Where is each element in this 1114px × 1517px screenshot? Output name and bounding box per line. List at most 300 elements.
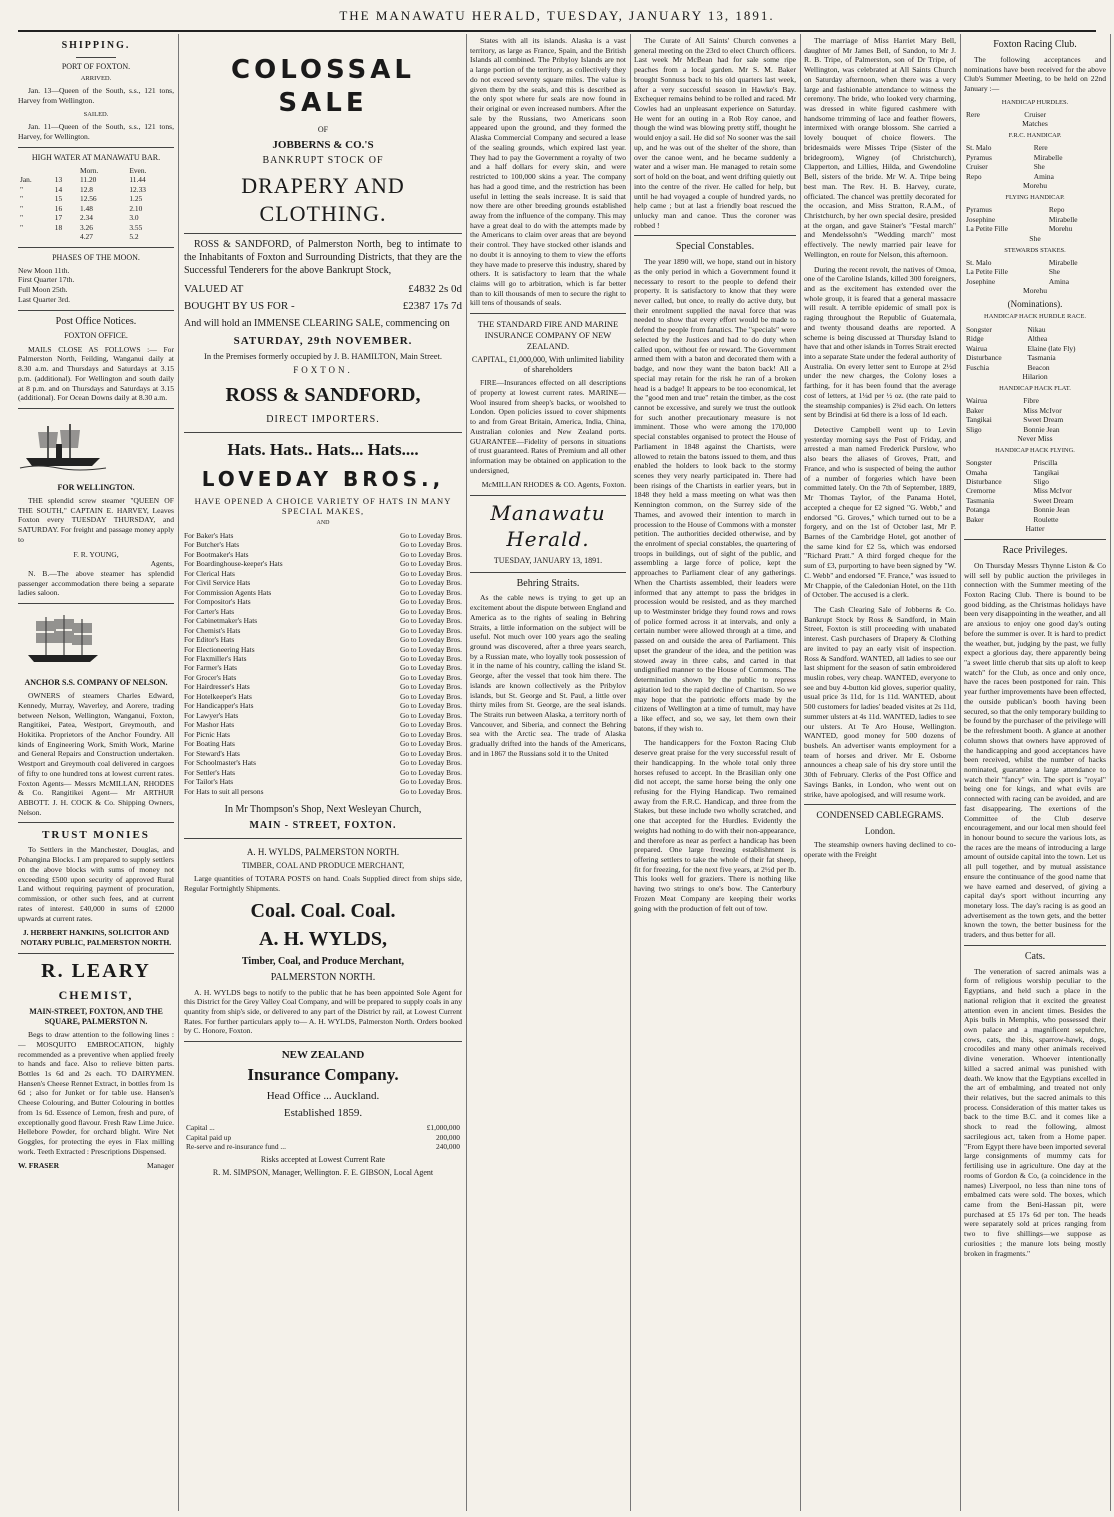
hurdles-table: [964, 110, 1106, 119]
table-cell: Mirabelle: [1048, 214, 1078, 224]
table-cell: Tangikai: [966, 415, 992, 425]
list-item: [184, 559, 462, 568]
leary-sub: CHEMIST,: [58, 988, 134, 1003]
table-row: [18, 175, 174, 184]
table-cell: Althea: [1027, 334, 1048, 344]
table-cell: Tasmania: [1027, 353, 1056, 363]
table-cell: Wairua: [966, 343, 988, 353]
divider: [804, 804, 956, 805]
divider: [18, 310, 174, 311]
local-news-bottom: The handicappers for the Foxton Racing Club deserve great praise for the very successful result of their handicapping. In the whole total only three horses refused to accept. In the Brasilian only one did not accept, the same horse being the only one refusing for the Flying Handicap. Two remained away from the F.R.C. Handicap, and three from the Stakes, but these include two wholly scratched, and one that accepted for the Hurdles. Evidently the weights had nothing to do with their non-appearance, and therefore as near as perfect a handicap has been prepared. One large freezing establishment is offering settlers to take the whole of their fat sheep, fit for freezing, for the next five years, at 2½d per lb. This looks well for graziers. There is nothing like having two strings to one's bow. The Canterbury Frozen Meat Company are keeping their works going with the production of felt out of tow.: [634, 738, 796, 913]
table-cell: 200,000: [435, 1132, 460, 1142]
hat-type: For Commission Agents Hats: [184, 587, 272, 597]
table-cell: 14: [54, 184, 63, 194]
premises-text: In the Premises formerly occupied by J. B. HAMILTON, Main Street.: [204, 351, 442, 362]
table-cell: Morehu: [1048, 224, 1073, 234]
hat-type: For Clerical Hats: [184, 568, 235, 578]
table-cell: Re-serve and re-insurance fund ...: [186, 1142, 286, 1152]
column-behring: [470, 36, 626, 1512]
column-local-news: [634, 36, 796, 1512]
divider: [18, 408, 174, 409]
page-title: THE MANAWATU HERALD, TUESDAY, JANUARY 13, 1891.: [339, 8, 775, 23]
wellington-agent: F. R. YOUNG,: [73, 549, 119, 559]
flying-heading: FLYING HANDICAP.: [1005, 194, 1065, 202]
hat-action: Go to Loveday Bros.: [400, 654, 462, 664]
table-cell: Mirabelle: [1033, 152, 1063, 162]
hat-type: For Hats to suit all persons: [184, 786, 264, 796]
table-cell: Tasmania: [966, 495, 995, 505]
table-cell: Omaha: [966, 467, 988, 477]
sale-date: SATURDAY, 29th NOVEMBER.: [233, 335, 413, 348]
hat-type: For Bootmaker's Hats: [184, 549, 249, 559]
table-cell: Fibre: [1023, 396, 1039, 406]
column-shipping: [18, 36, 174, 1512]
hat-type: For Chemist's Hats: [184, 625, 241, 635]
table-cell: 11.20: [80, 175, 97, 185]
hat-action: Go to Loveday Bros.: [400, 748, 462, 758]
hat-action: Go to Loveday Bros.: [400, 587, 462, 597]
clearing-text: And will hold an IMMENSE CLEARING SALE, commencing on: [184, 317, 450, 329]
table-row: [964, 334, 1106, 343]
table-row: [964, 215, 1106, 224]
wylds-text: Large quantities of TOTARA POSTS on hand. Coals Supplied direct from ships side, Regular Fortnightly Shipments.: [184, 874, 462, 894]
london-heading: London.: [864, 825, 896, 836]
table-cell: Tangikai: [1033, 467, 1060, 477]
table-cell: Rere: [966, 109, 980, 119]
table-cell: Potanga: [966, 505, 990, 515]
bought-amount: £2387 17s 7d: [402, 300, 462, 313]
hat-type: For Butcher's Hats: [184, 540, 240, 550]
table-row: [184, 1133, 462, 1142]
hat-type: For Baker's Hats: [184, 530, 234, 540]
hurdle-race-table: [964, 325, 1106, 372]
table-cell: Sweet Dream: [1033, 495, 1074, 505]
table-cell: Amina: [1033, 171, 1054, 181]
table-cell: 1.25: [129, 194, 143, 204]
list-item: [184, 550, 462, 559]
table-cell: Rere: [1033, 143, 1048, 153]
hat-type: For Cabinetmaker's Hats: [184, 616, 258, 626]
table-cell: 12.8: [80, 184, 93, 194]
list-item: [184, 720, 462, 729]
table-row: [964, 153, 1106, 162]
table-cell: Cruiser: [966, 162, 988, 172]
frc-last: Morehu: [1022, 181, 1048, 191]
hat-action: Go to Loveday Bros.: [400, 597, 462, 607]
moon-line: Full Moon 25th.: [18, 285, 68, 295]
list-item: [184, 711, 462, 720]
hat-type: For Lawyer's Hats: [184, 710, 239, 720]
hat-action: Go to Loveday Bros.: [400, 701, 462, 711]
news-text-4: The Cash Clearing Sale of Jobberns & Co. Bankrupt Stock by Ross & Sandford, in Main Street, Foxton is still proceeding with unabated interest. Cash purchasers of Drapery & Clothing are invited to pay an early visit of inspection. Ross & Sandford. WANTED, all ladies to see our last shipment for the season of satin embroidered muslin robes, very cheap. WANTED, everyone to see and buy 4-button kid gloves, superior quality, usual price 3s 11d, for 1s 11d. WANTED, about 500 customers for ladies' beaded visites at 2s 11d, summer ulsters at 4s 11d. WANTED, ladies to see our ulsters. At Te Aro House, Wellington. WANTED, good money for 500 dozens of bushels. An advertiser wants employment for a team of horses and driver. Mr E. Osborne announces a cheap sale of his dry store until the 30th of February. Clerks of the Post Office and Savings Banks, in London, who went out on strike, have apologised, and will resume work.: [804, 604, 956, 799]
loveday-opened: HAVE OPENED A CHOICE VARIETY OF HATS IN MANY SPECIAL MAKES,: [194, 495, 452, 517]
table-cell: Bonnie Jean: [1033, 505, 1070, 515]
table-cell: Jan.: [20, 175, 32, 185]
table-cell: 2.34: [80, 213, 93, 223]
table-row: [18, 185, 174, 194]
table-cell: 3.0: [129, 213, 139, 223]
hat-action: Go to Loveday Bros.: [400, 672, 462, 682]
hat-action: Go to Loveday Bros.: [400, 663, 462, 673]
wellington-agent-label: Agents,: [150, 559, 174, 569]
table-cell: Josephine: [966, 214, 996, 224]
list-item: [184, 749, 462, 758]
capital-table: [184, 1123, 462, 1151]
standard-capital: CAPITAL, £1,000,000, With unlimited liability of shareholders: [471, 354, 625, 374]
nominations-heading: (Nominations).: [1007, 298, 1063, 309]
list-item: [184, 777, 462, 786]
table-cell: Fuschia: [966, 362, 989, 372]
divider: [18, 147, 174, 148]
table-cell: She: [1033, 162, 1045, 172]
moon-line: Last Quarter 3rd.: [18, 294, 71, 304]
colossal-sale-heading: COLOSSAL SALE: [231, 55, 415, 119]
hat-type: For Boardinghouse-keeper's Hats: [184, 559, 283, 569]
hat-type: For Electioneering Hats: [184, 644, 255, 654]
hats-heading: Hats. Hats.. Hats... Hats....: [227, 440, 419, 460]
table-cell: Miss McIvor: [1033, 486, 1072, 496]
wylds-sub: Timber, Coal, and Produce Merchant,: [241, 956, 405, 968]
table-row: [964, 353, 1106, 362]
list-item: [184, 701, 462, 710]
bought-label: BOUGHT BY US FOR -: [184, 300, 295, 313]
table-cell: 1.48: [80, 203, 93, 213]
hat-type: For Grocer's Hats: [184, 672, 237, 682]
cats-heading: Cats.: [1024, 950, 1046, 962]
table-row: [964, 477, 1106, 486]
bought-row: [184, 299, 462, 313]
cats-text: The veneration of sacred animals was a form of religious worship peculiar to the Egyptians, and held such a place in the national religion that it excited the greatest attention even in ancient times. Besides the Apis bulls in Memphis, who possessed their own palace and a magnificent sepulchre, cows, cats, the ibis, sparrow-hawk, dogs, crocodiles and many other animals received divine veneration. Whoever intentionally killed a sacred animal was punished with death. We know that the Egyptians excelled in the art of embalming, and treated not only their relatives, but the sacred animals to this process. Consideration of this matter takes us back to the time B.C. and it comes like a shock to read the following, almost sacrilegious act, taken from a Home paper. "From Egypt there have been imported several large consignments of mummy cats for fertilising use in agriculture. One day at the rooms of Gordon & Co, (a coincidence in the names) Liverpool, no less than nine tons of embalmed cats were sold. The boxes, which came from the Beni-Hassan pit, were purchased at £5 17s 6d per ton. The heads were separately sold at prices ranging from two to five shillings—we suppose as curiosities ; the manure lots being mostly broken in fragments.": [964, 966, 1106, 1258]
table-cell: 4.27: [80, 232, 93, 242]
hurdles-heading: HANDICAP HURDLES.: [1001, 98, 1069, 106]
list-item: [184, 616, 462, 625]
drapery-heading: DRAPERY AND CLOTHING.: [241, 172, 405, 226]
special-heading: Special Constables.: [675, 241, 755, 253]
list-item: [184, 607, 462, 616]
table-cell: ": [20, 184, 24, 194]
table-cell: Disturbance: [966, 477, 1002, 486]
hat-action: Go to Loveday Bros.: [400, 549, 462, 559]
ross-sandford-heading: ROSS & SANDFORD,: [225, 383, 421, 406]
hack-flat-heading: HANDICAP HACK FLAT.: [999, 384, 1071, 392]
established: Established 1859.: [283, 1107, 363, 1120]
london-text: The steamship owners having declined to co-operate with the Freight: [804, 840, 956, 859]
table-cell: Josephine: [966, 276, 996, 286]
wylds-body: A. H. WYLDS begs to notify to the public that he has been appointed Sole Agent for this District for the Grey Valley Coal Company, and will be prepared to supply coals in any quantity from ship's side, or delivered to any part of the District by rail, at Lowest Current Rates. For further particulars apply to— A. H. WYLDS, Palmerston North. Orders booked by C. Honore, Foxton.: [184, 987, 462, 1036]
table-cell: Nikau: [1027, 324, 1046, 334]
arrived-label: ARRIVED.: [80, 75, 112, 83]
table-cell: 5.2: [129, 232, 139, 242]
table-cell: Roulette: [1033, 514, 1059, 524]
column-divider: [630, 34, 631, 1511]
table-row: [18, 194, 174, 203]
table-row: [964, 325, 1106, 334]
hat-type: For Mashor Hats: [184, 720, 235, 730]
hat-action: Go to Loveday Bros.: [400, 739, 462, 749]
table-cell: ": [20, 222, 24, 232]
hat-type: For Boating Hats: [184, 739, 235, 749]
hat-type: For Tailor's Hats: [184, 777, 234, 787]
hat-action: Go to Loveday Bros.: [400, 644, 462, 654]
column-racing: [964, 36, 1106, 1512]
table-cell: Cremorne: [966, 486, 996, 496]
divider: [964, 539, 1106, 540]
wellington-nb: N. B.—The above steamer has splendid passenger accommodation there being a separate ladies saloon.: [18, 568, 174, 598]
loveday-heading: LOVEDAY BROS.,: [201, 466, 445, 491]
hat-action: Go to Loveday Bros.: [400, 616, 462, 626]
wellington-text: THE splendid screw steamer "QUEEN OF THE SOUTH," CAPTAIN E. HARVEY, Leaves Foxton every TUESDAY THURSDAY, and SATURDAY. For freight and passage money apply to: [18, 495, 174, 544]
table-cell: St. Malo: [966, 257, 992, 267]
masthead-date: TUESDAY, JANUARY 13, 1891.: [493, 556, 603, 566]
table-cell: St. Malo: [966, 143, 992, 153]
column-divider: [1110, 34, 1111, 1511]
table-cell: 240,000: [435, 1142, 460, 1152]
shipping-heading: SHIPPING.: [61, 40, 131, 51]
hat-action: Go to Loveday Bros.: [400, 578, 462, 588]
hat-action: Go to Loveday Bros.: [400, 786, 462, 796]
table-row: [964, 258, 1106, 267]
trust-text: To Settlers in the Manchester, Douglas, and Pohangina Blocks. I am prepared to supply settlers on the above blocks with sums of money not exceeding £500 upon security of approved Rural Land without requiring payment of procuration, commission, or other such fees, and at current rates of interest. £40,000 in sums of £2000 upwards at current rates.: [18, 845, 174, 923]
list-item: [184, 578, 462, 587]
table-cell: Cruiser: [1024, 109, 1047, 119]
post-office-text: MAILS CLOSE AS FOLLOWS :— For Palmerston North, Feilding, Wanganui daily at 8.30 a.m. and Thursdays and Saturdays at 3.15 p.m. (additional). For Wellington and south daily at 8 p.m. and on Thursdays and Saturdays at 3.15 (additional). For Ocean Downs daily at 8.30 a.m.: [18, 344, 174, 403]
table-row: [964, 496, 1106, 505]
table-cell: 12.33: [129, 184, 146, 194]
table-cell: Amina: [1048, 276, 1069, 286]
port-heading: PORT OF FOXTON.: [61, 61, 131, 71]
hat-type: For Settler's Hats: [184, 767, 236, 777]
table-header-row: [18, 166, 174, 175]
list-item: [184, 635, 462, 644]
hat-action: Go to Loveday Bros.: [400, 691, 462, 701]
sale-intro: ROSS & SANDFORD, of Palmerston North, beg to intimate to the Inhabitants of Foxton and Surrounding Districts, that they are the Successful Tenderers for the above Bankrupt Stock,: [184, 238, 462, 276]
frc-heading: F.R.C. HANDICAP.: [1008, 132, 1062, 140]
post-office-heading: Post Office Notices.: [55, 315, 137, 327]
table-cell: 18: [54, 222, 63, 232]
table-cell: Sligo: [1033, 477, 1049, 486]
hack-flying-table: [964, 458, 1106, 524]
table-cell: Priscilla: [1033, 458, 1058, 468]
divider: [184, 1041, 462, 1042]
hat-type: For Hairdresser's Hats: [184, 682, 250, 692]
table-row: [964, 205, 1106, 214]
table-row: [964, 277, 1106, 286]
table-row: [18, 204, 174, 213]
list-item: [184, 758, 462, 767]
hat-type: For Compositor's Hats: [184, 597, 251, 607]
leary-address: MAIN-STREET, FOXTON, AND THE SQUARE, PALMERSTON N.: [29, 1006, 163, 1026]
table-cell: La Petite Fille: [966, 267, 1008, 277]
anchor-heading: ANCHOR S.S. COMPANY OF NELSON.: [24, 677, 168, 687]
table-cell: Sweet Dream: [1023, 415, 1064, 425]
hat-type: For Civil Service Hats: [184, 578, 251, 588]
jobberns-label: JOBBERNS & CO.'S: [272, 138, 374, 151]
table-row: [964, 172, 1106, 181]
divider: [634, 235, 796, 236]
bankrupt-label: BANKRUPT STOCK OF: [262, 154, 384, 166]
table-cell: She: [1048, 267, 1060, 277]
list-item: [184, 768, 462, 777]
sailed-label: SAILED.: [83, 110, 109, 118]
table-row: [964, 406, 1106, 415]
column-divider: [960, 34, 961, 1511]
list-item: [184, 569, 462, 578]
hat-action: Go to Loveday Bros.: [400, 767, 462, 777]
arrived-text: Jan. 13—Queen of the South, s.s., 121 tons, Harvey from Wellington.: [18, 86, 174, 106]
divider: [18, 953, 174, 954]
coal-heading: Coal. Coal. Coal.: [250, 899, 396, 922]
table-row: [18, 232, 174, 241]
standard-heading: THE STANDARD FIRE AND MARINE INSURANCE COMPANY OF NEW ZEALAND.: [477, 319, 619, 351]
table-row: [964, 458, 1106, 467]
sailing-ship-icon: [18, 613, 108, 668]
hankins-notice: J. HERBERT HANKINS, SOLICITOR AND NOTARY PUBLIC, PALMERSTON NORTH.: [20, 928, 172, 947]
list-item: [184, 663, 462, 672]
hat-type: For Handicapper's Hats: [184, 701, 254, 711]
table-row: [964, 396, 1106, 405]
table-cell: ": [20, 194, 24, 204]
nz-insurance-heading: NEW ZEALAND: [281, 1049, 365, 1062]
table-row: [964, 515, 1106, 524]
divider: [18, 603, 174, 604]
hat-type: For Editor's Hats: [184, 635, 235, 645]
table-cell: Pyramus: [966, 152, 992, 162]
hat-action: Go to Loveday Bros.: [400, 568, 462, 578]
hat-list: [184, 531, 462, 796]
table-cell: £1,000,000: [426, 1123, 460, 1133]
divider: [470, 313, 626, 314]
page-header: [0, 0, 1114, 30]
valued-row: [184, 282, 462, 296]
sailed-text: Jan. 11—Queen of the South, s.s., 121 tons, Harvey, for Wellington.: [18, 122, 174, 141]
table-cell: 2.10: [129, 203, 143, 213]
table-cell: Mirabelle: [1048, 257, 1078, 267]
table-header-cell: [53, 166, 78, 175]
local-news-top: The Curate of All Saints' Church convenes a general meeting on the 23rd to elect Church officers. Last week Mr McBean had for sale some ripe peaches from a local garden. Mr S. M. Baker brought Sonnuss back to his old quarters last week, after a very successful season in Hawke's Bay. Exchequer remains behind to be rolled and raced. Mr Cowles had an unpleasant experience on Saturday. He went for an outing in a Rob Roy canoe, and though the wind was blowing pretty stiff, thought he would enjoy a sail. He did so! No sooner was the sail up, and he was out of the shelter of the shore, than over the canoe went, and he became suddenly a water and a wiser man. He managed to retain some sort of hold on the boat, and went drifting quietly out into the centre of the river. He called for help, but until he had voyaged a couple of hundred yards, no help came ; but at last a friendly boat rescued the unlucky man and canoe. Thus the coroner was robbed !: [634, 36, 796, 230]
table-cell: ": [20, 213, 24, 223]
hat-type: For Flaxmiller's Hats: [184, 654, 247, 664]
table-row: [964, 425, 1106, 434]
table-cell: 17: [54, 213, 63, 223]
table-cell: Beacon: [1027, 362, 1050, 372]
racing-heading: Foxton Racing Club.: [993, 39, 1077, 50]
masthead: Manawatu Herald.: [490, 501, 606, 551]
matches-label: Matches: [1022, 119, 1048, 129]
table-cell: 13: [54, 175, 63, 185]
hack-flying-heading: HANDICAP HACK FLYING.: [995, 446, 1075, 454]
table-row: [964, 344, 1106, 353]
behring-text: As the cable news is trying to get up an excitement about the dispute between England and America as to the rights of sealing in Behring Straits, a little information on the subject will be useful. Not much over 100 years ago the sealing ground was discovered, after a three years search, by a Russian mate, who loyally took possession of it in the name of his country, calling the island St. George, after the vessel that took him there. The islands are known collectively as the Pribylov islands, but St. George and St. Paul, a little over thirty miles from St. George, are the seal islands. The Straits run between Alaska, a territory north of Vancouver, and Siberia, and connect the Behring sea with the Arctic sea. The trade of Alaska gradually drifted into the hands of the Americans, and in 1867 the Russians sold it to the United: [470, 593, 626, 758]
table-cell: La Petite Fille: [966, 224, 1008, 234]
hat-type: For Schoolmaster's Hats: [184, 758, 256, 768]
table-cell: ": [20, 203, 24, 213]
table-cell: Capital paid up: [186, 1132, 232, 1142]
stewards-last: Morehu: [1022, 286, 1048, 296]
header-rule: [18, 30, 1096, 32]
hat-action: Go to Loveday Bros.: [400, 530, 462, 540]
hat-type: For Carter's Hats: [184, 606, 235, 616]
divider: [470, 495, 626, 496]
frc-table: [964, 143, 1106, 181]
flying-last: She: [1029, 233, 1041, 243]
stewards-heading: STEWARDS STAKES.: [1004, 246, 1066, 254]
hat-action: Go to Loveday Bros.: [400, 777, 462, 787]
moon-heading: PHASES OF THE MOON.: [52, 252, 140, 262]
column-news: [804, 36, 956, 1512]
list-item: [184, 654, 462, 663]
race-privileges-heading: Race Privileges.: [1002, 545, 1068, 557]
behring-continued: States with all its islands. Alaska is a vast territory, as large as France, Spain, and the British Islands all combined. The Pribyloy Islands are not a large portion of the territory, as collectively they do not exceed seventy square miles. The value is given them by the seals, and this is described as the only spot where fur seals are now found in their original or even increased numbers. After the sale by the Russians, two Americans soon appeared upon the ground, and they formed the Alaska Commercial Company and secured a lease of the sealing grounds, which expired last year. They had to pay the Government a royalty of two and a half dollars for every skin, and were restricted to 100,000 skins a year. The company has had a good time, and the restriction has been useful in letting the seals increase. It is said that now there are other breeding grounds established away from the influence of the company. This may have a great deal to do with the attempts made by the Americans to claim over areas that are beyond their control. They have stocked other islands and no doubt it is annoying to them to view the efforts they have made to preserve this industry, shared by others. It is satisfactory to learn that the whale claims will go to arbitration, which is far better than to kill thousands of men to secure the right to kill tens of thousands of seals.: [470, 36, 626, 308]
list-item: [184, 730, 462, 739]
moon-line: New Moon 11th.: [18, 265, 70, 275]
head-office: Head Office ... Auckland.: [266, 1090, 380, 1103]
hat-action: Go to Loveday Bros.: [400, 635, 462, 645]
table-cell: 11.44: [129, 175, 146, 185]
table-row: [964, 143, 1106, 152]
table-row: [964, 486, 1106, 495]
table-row: [18, 213, 174, 222]
divider: [470, 572, 626, 573]
table-row: [964, 505, 1106, 514]
table-header-cell: Morn.: [80, 165, 99, 175]
divider: [184, 838, 462, 839]
racing-intro: The following acceptances and nominations have been received for the above Club's Summer Meeting, to be held on 22nd January :—: [964, 54, 1106, 93]
table-cell: 3.26: [80, 222, 93, 232]
hat-action: Go to Loveday Bros.: [400, 729, 462, 739]
table-header-cell: Even.: [129, 165, 147, 175]
list-item: [184, 739, 462, 748]
fraser-name: W. FRASER: [18, 1161, 60, 1171]
table-cell: Pyramus: [966, 205, 992, 215]
tide-table: [18, 166, 174, 242]
list-item: [184, 588, 462, 597]
wellington-heading: FOR WELLINGTON.: [57, 482, 135, 492]
condensed-heading: CONDENSED CABLEGRAMS.: [816, 811, 944, 822]
table-row: [184, 1142, 462, 1151]
column-divider: [800, 34, 801, 1511]
leary-text: Begs to draw attention to the following lines :— MOSQUITO EMBROCATION, highly recommended as a preventive when applied freely to hands and face. Also to relieve bitten parts. Bottles 1s 6d and 2s each. TO DAIRYMEN. Hansen's Cheese Rennet Extract, in bottles from 1s 6d ; also for Junket or for table use. Hansen's Cheese Colouring, and Butter Colouring in bottles from 1s 6d. Essence of Lemon, fresh and pure, of exceptionally good flavour. Fresh Raw Lime Juice. Hellebore Powder, for orchard blight. Wire Net Goggles, for protecting the eyes in Flax milling work. Teeth Extracted : Prescriptions Dispensed.: [18, 1030, 174, 1156]
table-row: [964, 363, 1106, 372]
column-divider: [178, 34, 179, 1511]
fraser-role: Manager: [147, 1161, 174, 1171]
hurdle-race-heading: HANDICAP HACK HURDLE RACE.: [984, 313, 1086, 321]
table-cell: Ridge: [966, 334, 984, 344]
hat-type: For Steward's Hats: [184, 748, 240, 758]
table-row: [964, 162, 1106, 171]
of-label: OF: [317, 124, 329, 134]
trust-heading: TRUST MONIES: [42, 829, 150, 842]
flying-table: [964, 205, 1106, 233]
standard-agent: McMILLAN RHODES & CO. Agents, Foxton.: [481, 480, 626, 490]
table-cell: Repo: [966, 171, 982, 181]
divider: [184, 233, 462, 234]
table-cell: [18, 232, 53, 241]
table-cell: Miss McIvor: [1023, 405, 1062, 415]
foxton-label: FOXTON.: [293, 365, 353, 376]
table-cell: Baker: [966, 405, 984, 415]
table-row: [964, 415, 1106, 424]
table-cell: Songster: [966, 324, 992, 334]
hat-action: Go to Loveday Bros.: [400, 625, 462, 635]
hat-action: Go to Loveday Bros.: [400, 758, 462, 768]
list-item: [184, 540, 462, 549]
importers-label: DIRECT IMPORTERS.: [266, 414, 380, 426]
hat-type: For Farmer's Hats: [184, 663, 238, 673]
table-cell: Capital ...: [186, 1123, 215, 1133]
post-office-sub: FOXTON OFFICE.: [64, 331, 128, 341]
table-row: [18, 223, 174, 232]
list-item: [184, 626, 462, 635]
